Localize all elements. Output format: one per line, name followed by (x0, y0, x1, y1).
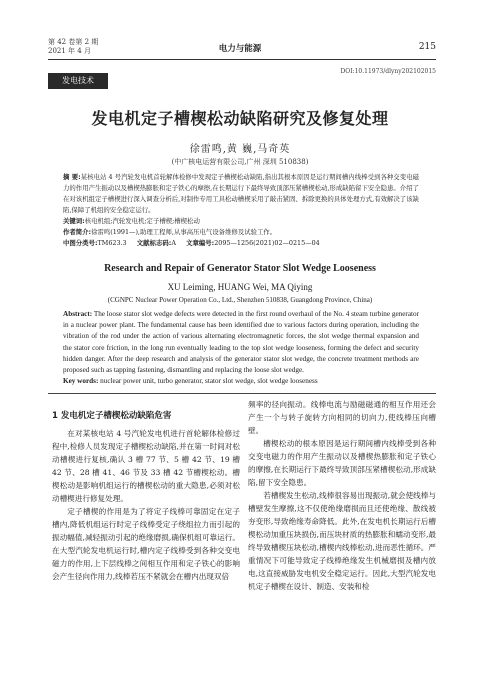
header-rule (48, 59, 436, 60)
section-1-heading: 1 发电机定子槽楔松动缺陷危害 (52, 411, 172, 421)
column-tag: 发电技术 (48, 73, 108, 89)
article-no-label: 文章编号: (186, 239, 215, 247)
author-bio-label: 作者简介: (63, 228, 92, 236)
article-no-value: 2095—1256(2021)02—0215—04 (214, 239, 320, 247)
body-paragraph: 在对某核电站 4 号汽轮发电机进行首轮解体检修过程中,检修人员发现定子槽楔松动缺陷,并在第一时间对松动槽楔进行复核,确认 3 槽 77 节、5 槽 42 节、19 槽 42 节、28 槽 41、46 节及 33 槽 42 节槽楔松动。槽楔松动是影响机组运行的槽楔松动的重大隐患,必须对松动槽楔进行修复处理。 (52, 429, 240, 503)
journal-name: 电力与能源 (218, 44, 262, 54)
keywords-en-label: Key words: (63, 377, 99, 386)
body-paragraph: 若槽楔发生松动,线棒很容易出现振动,就会使线棒与槽壁发生摩擦,这不仅使绝缘磨损而且还使绝缘、散线被夯变形,导致绝缘寿命降低。此外,在发电机长期运行后槽楔松动加重压块损伤,而压块材质的热膨胀和蠕动变形,最终导致槽楔压块松动,槽楔内线棒松动,进而恶性循环。严重情况下可能导致定子线棒绝缘发生机械磨损及槽内放电,这直接威胁发电机安全稳定运行。因此,大型汽轮发电机定子槽楔在设计、制造、安装和检 (248, 491, 436, 591)
page-number: 215 (418, 42, 436, 52)
body-paragraph: 槽楔松动的根本原因是运行期间槽内线棒受到各种交变电磁力的作用产生振动以及槽楔热膨胀和定子铁心的摩擦,在长期运行下最终导致顶部压紧槽楔松动,形成缺陷,留下安全隐患。 (248, 439, 436, 487)
abstract-en-body (63, 309, 419, 376)
authors-en: XU Leiming, HUANG Wei, MA Qiying (167, 282, 313, 292)
body-paragraph: 定子槽楔的作用是为了将定子线棒可靠固定在定子槽内,降低机组运行时定子线棒受定子绕组拉力而引起的振动幅值,减轻振动引起的绝缘磨损,确保机组可靠运行。在大型汽轮发电机运行时,槽内定子线棒受到各种交变电磁力的作用,上下层线棒之间相互作用和定子铁心的影响会产生径向作用力,线棒若压不紧就会在槽内出现双倍 (52, 507, 240, 581)
abstract-en-label: Abstract: (63, 310, 93, 318)
abstract-cn (63, 172, 419, 249)
abstract-en (63, 309, 419, 387)
classification-line (63, 238, 419, 249)
issue-date: 2021 年 4 月 (48, 47, 91, 55)
abstract-cn-text: 某核电站 4 号汽轮发电机首轮解体检修中发现定子槽楔松动缺陷,指出其根本原因是运行期间槽内线棒受到各种交变电磁力的作用产生振动以及槽楔热膨胀和定子铁心的摩擦,在长期运行下最终导致顶部压紧槽楔松动,形成缺陷留下安全隐患。介绍了在对该机组定子槽楔进行深入调查分析后,对制作专用工具松动槽楔采用了敲击紧固、拆除更换的具体处理方式,有效解决了该缺陷,保障了机组的安全稳定运行。 (63, 173, 419, 214)
body-column-right (248, 398, 436, 593)
affiliation-en: (CGNPC Nuclear Power Operation Co., Ltd., Shenzhen 510838, Guangdong Province, China) (107, 296, 373, 304)
authors-cn: 徐雷鸣,黄 巍,马奇英 (189, 144, 291, 155)
abstract-en-text: The loose stator slot wedge defects were detected in the first round overhaul of the No. 4 steam turbine generator in a nuclear power plant. The fundamental cause has been identified due to various factors during operation, including the vibration of the rod under the action of various alternating electromagnetic forces, the slot wedge thermal expansion and the stator core friction, in the long run eventually leading to the top slot wedge looseness, forming the defect and security hidden danger. After the deep research and analysis of the generator stator slot wedge, the concrete treatment methods are proposed such as tapping fastening, dismantling and replacing the loose slot wedge. (63, 310, 419, 375)
author-bio-text: 徐雷鸣(1991—),助理工程师,从事高压电气设备维修及试验工作。 (91, 228, 277, 236)
keywords-en (63, 376, 419, 387)
keywords-cn-label: 关键词: (63, 217, 85, 225)
abstract-cn-body (63, 172, 419, 216)
doc-code-value: A (171, 239, 176, 247)
section-divider (48, 393, 436, 394)
article-title-cn: 发电机定子槽楔松动缺陷研究及修复处理 (91, 109, 389, 128)
body-column-left (52, 398, 240, 583)
author-bio (63, 227, 419, 238)
affiliation-cn: (中广核电运营有限公司,广州 深圳 510838) (171, 158, 309, 166)
keywords-cn (63, 216, 419, 227)
clc-label: 中图分类号: (63, 239, 98, 247)
abstract-cn-label: 摘 要: (63, 173, 81, 181)
article-title-en: Research and Repair of Generator Stator Slot Wedge Looseness (104, 263, 376, 274)
body-paragraph: 频率的径向振动。线棒电流与励磁磁通的相互作用还会产生一个与转子旋转方向相同的切向力,使线棒压向槽壁。 (248, 400, 436, 435)
doi[interactable]: DOI:10.11973/dlyny202102015 (340, 68, 436, 75)
keywords-en-text: nuclear power unit, turbo generator, stator slot wedge, slot wedge looseness (100, 377, 318, 386)
clc-value: TM623.3 (97, 239, 127, 247)
doc-code-label: 文献标志码: (136, 239, 172, 247)
keywords-cn-text: 核电机组;汽轮发电机;定子槽楔;槽楔松动 (84, 217, 200, 225)
volume-issue: 第 42 卷第 2 期 (48, 38, 99, 46)
